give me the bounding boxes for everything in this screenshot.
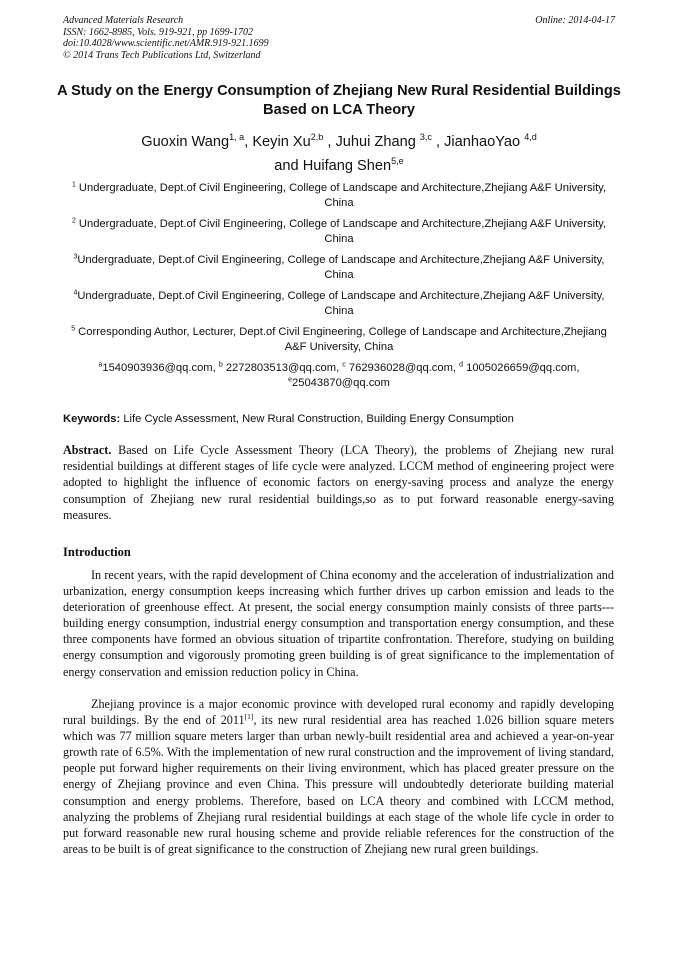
keywords-text: Life Cycle Assessment, New Rural Construction, Building Energy Consumption xyxy=(123,413,514,425)
author-name: JianhaoYao xyxy=(444,134,521,150)
email-sup: c xyxy=(342,361,346,369)
author-sup: 3,c xyxy=(419,132,432,143)
affiliation-text: Corresponding Author, Lecturer, Dept.of Civil Engineering, College of Landscape and Architecture,Zhejiang A&F University, China xyxy=(78,326,607,354)
email-address[interactable]: 762936028@qq.com xyxy=(348,362,453,374)
affiliation xyxy=(60,217,618,248)
intro-paragraph-1: In recent years, with the rapid development of China economy and the acceleration of industrialization and urbanization, energy consumption keeps increasing which further drives up carbon emission and leads to the deterioration of greenhouse effect. At present, the social energy consumption mainly consists of three parts---building energy consumption, industrial energy consumption and transportation energy consumption, and these three components have formed an obvious situation of tripartite confrontation. Therefore, studying on building energy consumption and vigorously promoting green building is of great significance to the implementation of energy conservation and emission reduction policy in China. xyxy=(63,568,614,679)
email-sup: a xyxy=(98,361,103,369)
email-address[interactable]: 1540903936@qq.com xyxy=(102,362,213,374)
affiliation-sup: 4 xyxy=(73,289,78,297)
issn-line: ISSN: 1662-8985, Vols. 919-921, pp 1699-1702 xyxy=(63,26,253,38)
email-sup: d xyxy=(459,361,463,369)
email-sup: b xyxy=(218,361,223,369)
author-sup: 5,e xyxy=(391,156,404,167)
doi-line: doi:10.4028/www.scientific.net/AMR.919-921.1699 xyxy=(63,38,269,50)
author-name: Juhui Zhang xyxy=(335,134,416,150)
author-sup: 1, a xyxy=(229,132,245,143)
affiliation-sup: 5 xyxy=(71,325,76,333)
affiliation xyxy=(60,181,618,212)
intro-paragraph-2 xyxy=(63,696,614,857)
online-date: Online: 2014-04-17 xyxy=(535,15,615,26)
email-address[interactable]: 2272803513@qq.com xyxy=(225,362,337,374)
affiliation xyxy=(60,325,618,356)
affiliation xyxy=(60,289,618,320)
keywords xyxy=(63,413,623,425)
citation-ref[interactable]: [1] xyxy=(244,712,254,722)
paper-title: A Study on the Energy Consumption of Zhejiang New Rural Residential Buildings Based on LCA Theory xyxy=(57,83,621,118)
email-list: $^a$1540903936@qq.com, $^b$ 2272803513@qq.com, $^c$ 762936028@qq.com, $^d$ 1005026659@qq.com, $^e$25043870@qq.com xyxy=(98,361,580,390)
author-sup: 2,b xyxy=(310,132,324,143)
journal-header xyxy=(63,15,269,61)
affiliation-sup: 1 xyxy=(71,181,76,189)
paragraph-text: , its new rural residential area has reached 1.026 billion square meters which was 77 million square meters larger than urban newly-built residential area and achieved a year-on-year growth rate of 6.5%. With the implementation of new rural construction and the improvement of living standard, people put forward higher requirements on their living environment, which has placed greater pressure on the energy of Zhejiang province and even China. This pressure will undoubtedly deteriorate building material consumption and energy problems. Therefore, based on LCA theory and combined with LCCM method, analyzing the problems of Zhejiang rural residential buildings at each stage of the whole life cycle in order to put forward reasonable new rural housing scheme and provide reliable references for the construction of the areas to be built is of great significance to the construction of Zhejiang new rural green buildings. xyxy=(63,713,614,856)
journal-name: Advanced Materials Research xyxy=(63,15,184,26)
author-sup: 4,d xyxy=(524,132,537,143)
abstract-label: Abstract. xyxy=(63,443,112,457)
copyright-line: © 2014 Trans Tech Publications Ltd, Switzerland xyxy=(63,49,261,61)
affiliation-text: Undergraduate, Dept.of Civil Engineering, College of Landscape and Architecture,Zhejiang A&F University, China xyxy=(77,290,605,318)
author-name: Huifang Shen xyxy=(302,158,392,174)
email-address[interactable]: 1005026659@qq.com xyxy=(466,362,577,374)
email-sup: e xyxy=(288,376,293,384)
paragraph-text: Zhejiang province is a major economic province with developed rural economy and rapidly developing rural buildings. By the end of 2011 xyxy=(63,697,614,728)
author-name: Keyin Xu xyxy=(252,134,311,150)
affiliation-text: Undergraduate, Dept.of Civil Engineering, College of Landscape and Architecture,Zhejiang A&F University, China xyxy=(77,254,605,282)
keywords-label: Keywords: xyxy=(63,413,121,425)
affiliation-text: Undergraduate, Dept.of Civil Engineering, College of Landscape and Architecture,Zhejiang A&F University, China xyxy=(78,218,607,246)
email-address[interactable]: 25043870@qq.com xyxy=(292,377,390,390)
section-heading-introduction: Introduction xyxy=(63,545,131,559)
author-list: Guoxin Wang$^{1, a}$, Keyin Xu$^{2,b}$ , Juhui Zhang $^{3,c}$ , JianhaoYao $^{4,d}$ and Huifang Shen$^{5,e}$ xyxy=(141,132,537,174)
affiliation xyxy=(60,253,618,284)
abstract-text: Based on Life Cycle Assessment Theory (LCA Theory), the problems of Zhejiang new rural residential buildings at different stages of life cycle were analyzed. LCCM method of engineering project were adopted to highlight the influence of economic factors on energy-saving process and analyze the energy consumption of Zhejiang new rural residential buildings,so as to put forward reasonable energy-saving measures. xyxy=(63,443,614,522)
author-name: Guoxin Wang xyxy=(141,134,230,150)
abstract xyxy=(63,442,614,523)
affiliation-text: Undergraduate, Dept.of Civil Engineering, College of Landscape and Architecture,Zhejiang A&F University, China xyxy=(78,182,607,210)
affiliation-sup: 3 xyxy=(73,253,78,261)
affiliation-sup: 2 xyxy=(71,217,76,225)
